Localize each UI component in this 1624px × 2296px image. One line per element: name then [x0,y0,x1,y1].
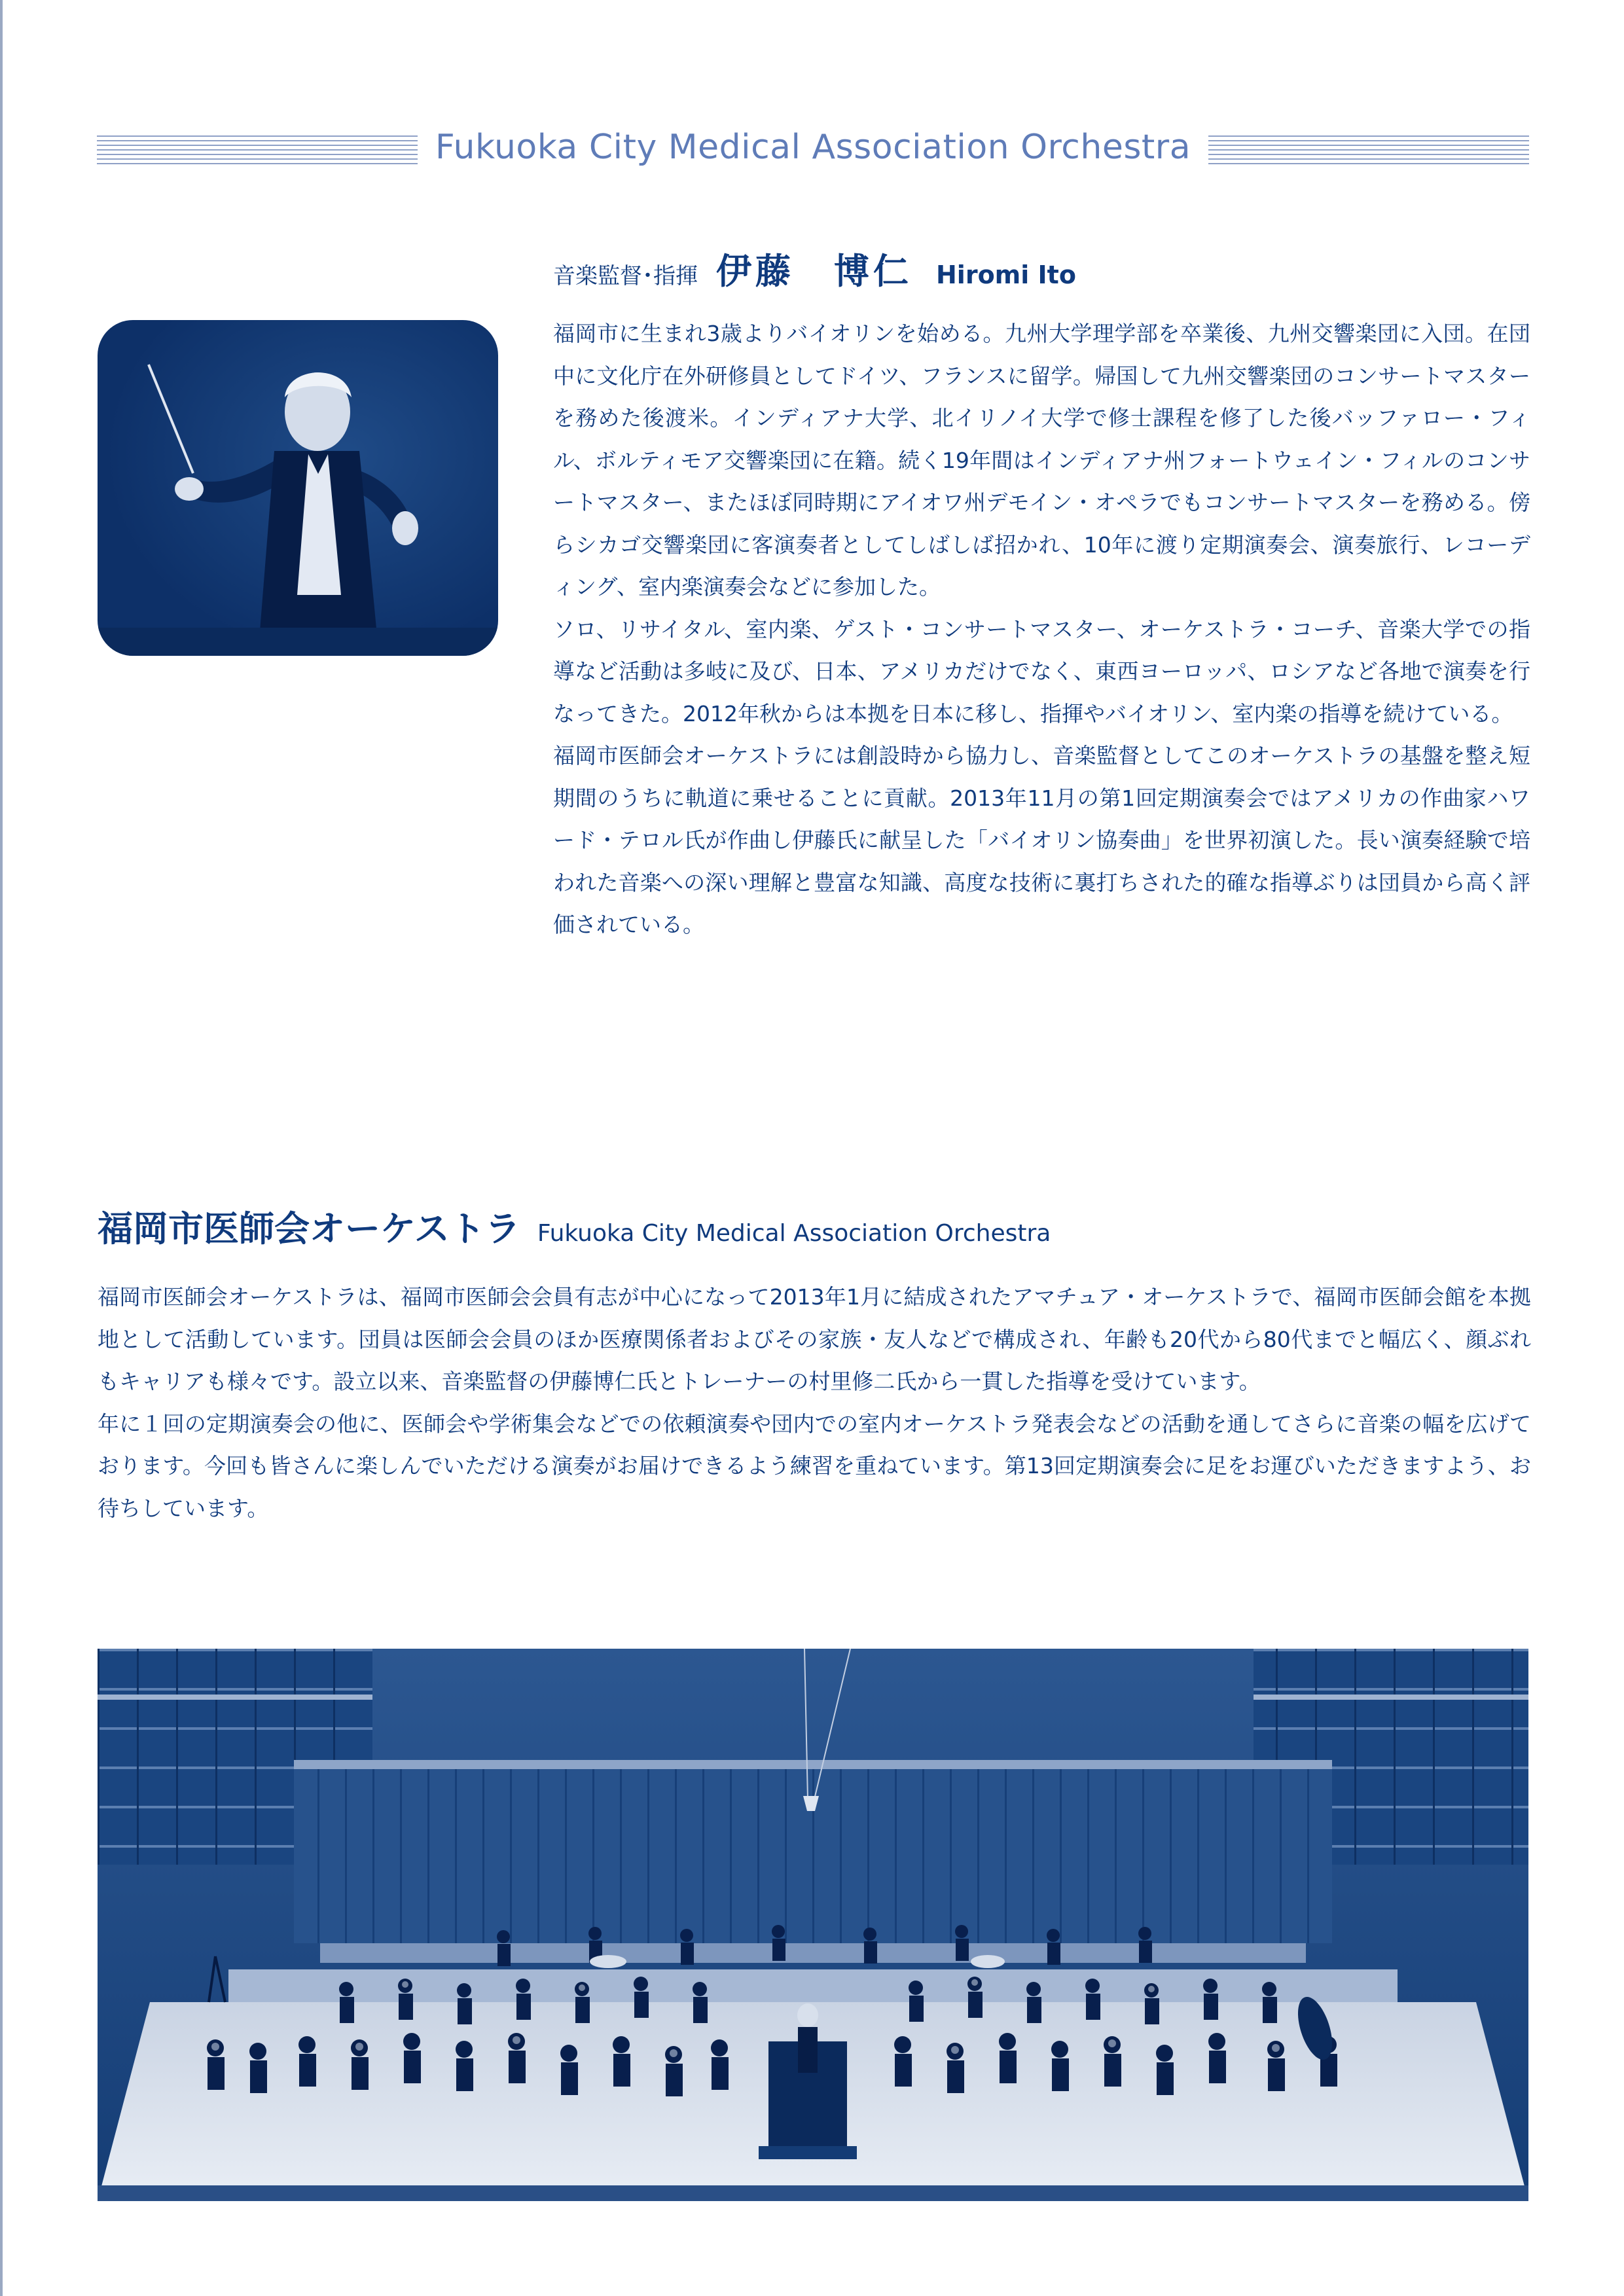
concert-photo [98,1649,1528,2201]
page-edge-rule [0,0,3,2296]
page-header [97,121,1529,179]
conductor-name-jp: 伊藤 博仁 [716,251,912,292]
header-rule-right [1208,135,1529,164]
conductor-portrait [98,320,498,656]
conductor-name-en: Hiromi Ito [936,260,1076,289]
conductor-name-line [553,243,1076,302]
orchestra-heading-jp: 福岡市医師会オーケストラ [98,1208,520,1249]
bio-paragraph: 福岡市に生まれ3歳よりバイオリンを始める。九州大学理学部を卒業後、九州交響楽団に入団。在団中に文化庁在外研修員としてドイツ、フランスに留学。帰国して九州交響楽団のコンサートマスターを務めた後渡米。インディアナ大学、北イリノイ大学で修士課程を修了した後バッファロー・フィル、ボルティモア交響楽団に在籍。続く19年間はインディアナ州フォートウェイン・フィルのコンサートマスター、またほぼ同時期にアイオワ州デモイン・オペラでもコンサートマスターを務める。傍らシカゴ交響楽団に客演奏者としてしばしば招かれ、10年に渡り定期演奏会、演奏旅行、レコーディング、室内楽演奏会などに参加した。 [553,321,1530,600]
bio-paragraph: ソロ、リサイタル、室内楽、ゲスト・コンサートマスター、オーケストラ・コーチ、音楽大学での指導など活動は多岐に及び、日本、アメリカだけでなく、東西ヨーロッパ、ロシアなど各地で演奏を行なってきた。2012年秋からは本拠を日本に移し、指揮やバイオリン、室内楽の指導を続けている。 [553,616,1530,726]
orchestra-heading [98,1201,1051,1251]
concert-hall-illustration [98,1649,1528,2201]
conductor-biography [553,313,1530,946]
orchestra-heading-en: Fukuoka City Medical Association Orchestra [537,1220,1051,1247]
orchestra-paragraph: 福岡市医師会オーケストラは、福岡市医師会会員有志が中心になって2013年1月に結成されたアマチュア・オーケストラで、福岡市医師会館を本拠地として活動しています。団員は医師会会員のほか医療関係者およびその家族・友人などで構成され、年齢も20代から80代までと幅広く、顔ぶれもキャリアも様々です。設立以来、音楽監督の伊藤博仁氏とトレーナーの村里修二氏から一貫した指導を受けています。 [98,1284,1531,1394]
orchestra-paragraph: 年に１回の定期演奏会の他に、医師会や学術集会などでの依頼演奏や団内での室内オーケストラ発表会などの活動を通してさらに音楽の幅を広げております。今回も皆さんに楽しんでいただける演奏がお届けできるよう練習を重ねています。第13回定期演奏会に足をお運びいただきますよう、お待ちしています。 [98,1410,1531,1521]
header-rule-left [97,135,418,164]
bio-paragraph: 福岡市医師会オーケストラには創設時から協力し、音楽監督としてこのオーケストラの基盤を整え短期間のうちに軌道に乗せることに貢献。2013年11月の第1回定期演奏会ではアメリカの作曲家ハワード・テロル氏が作曲し伊藤氏に献呈した「バイオリン協奏曲」を世界初演した。長い演奏経験で培われた音楽への深い理解と豊富な知識、高度な技術に裏打ちされた的確な指導ぶりは団員から高く評価されている。 [553,743,1530,937]
orchestra-description [98,1276,1531,1530]
conductor-role: 音楽監督･指揮 [553,263,698,289]
header-title: Fukuoka City Medical Association Orchestra [435,128,1191,167]
